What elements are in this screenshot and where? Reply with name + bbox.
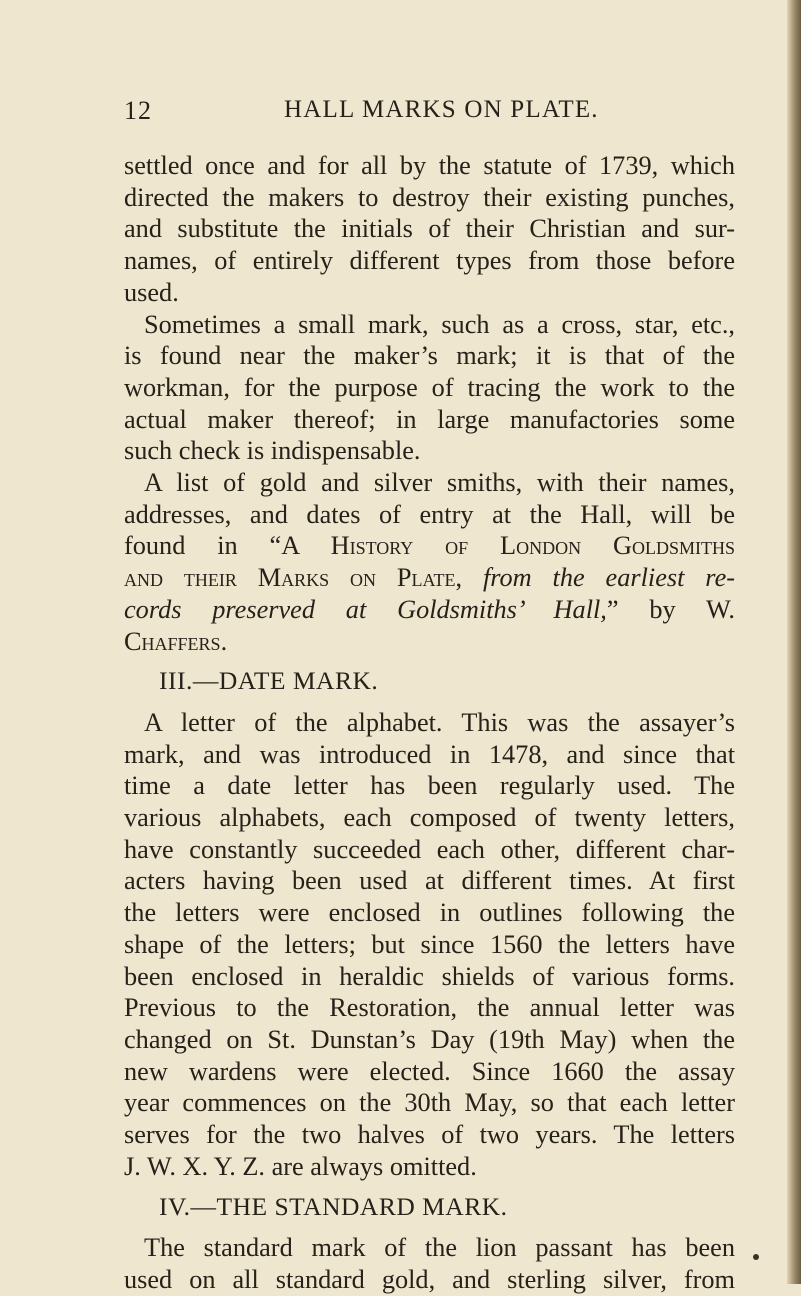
text-line: been enclosed in heraldic shields of various forms.	[124, 961, 735, 991]
author-name: Chaffers.	[124, 626, 228, 656]
text-line: shape of the letters; but since 1560 the letters have	[124, 929, 735, 959]
page-number: 12	[124, 96, 152, 125]
page-header	[124, 96, 734, 132]
running-head: HALL MARKS ON PLATE.	[284, 96, 599, 123]
text-line: directed the makers to destroy their existing punches,	[124, 182, 735, 212]
book-title: A History of London Goldsmiths	[281, 531, 735, 561]
text-line: settled once and for all by the statute of 1739, which	[124, 151, 735, 180]
text-line: Previous to the Restoration, the annual letter was	[124, 993, 735, 1023]
text-line: year commences on the 30th May, so that each letter	[124, 1088, 735, 1118]
text-line: used.	[124, 277, 179, 307]
section-heading-date-mark: III.—DATE MARK.	[159, 666, 379, 696]
text-line: changed on St. Dunstan’s Day (19th May) when the	[124, 1024, 735, 1054]
text-line: is found near the maker’s mark; it is that of the	[124, 341, 735, 371]
body-text	[124, 150, 735, 1296]
text-line: have constantly succeeded each other, different char-	[124, 834, 735, 864]
printer-mark	[753, 1254, 759, 1260]
text-fragment: found in “	[124, 531, 282, 561]
text-line	[124, 562, 735, 594]
text-line: actual maker thereof; in large manufactories some	[124, 404, 735, 434]
book-subtitle: from the earliest re-	[482, 563, 735, 593]
text-line: names, of entirely different types from those before	[124, 246, 735, 276]
text-line: the letters were enclosed in outlines following the	[124, 898, 735, 928]
text-line: and substitute the initials of their Christian and sur-	[124, 214, 735, 244]
text-line: J. W. X. Y. Z. are always omitted.	[124, 1151, 477, 1181]
text-line: Sometimes a small mark, such as a cross, star, etc.,	[144, 309, 735, 339]
text-line: acters having been used at different times. At first	[124, 866, 735, 896]
text-line: various alphabets, each composed of twenty letters,	[124, 803, 735, 833]
text-line: such check is indispensable.	[124, 436, 421, 466]
book-subtitle-cont: cords preserved at Goldsmiths’ Hall,	[124, 594, 607, 624]
text-line: serves for the two halves of two years. The letters	[124, 1120, 735, 1150]
text-line	[124, 530, 735, 562]
section-date-mark-text	[124, 707, 735, 1183]
text-line: workman, for the purpose of tracing the work to the	[124, 372, 735, 402]
text-line: time a date letter has been regularly used. The	[124, 771, 735, 801]
text-line	[124, 594, 735, 626]
text-line: A list of gold and silver smiths, with their names,	[144, 468, 735, 498]
text-line: A letter of the alphabet. This was the assayer’s	[144, 707, 735, 737]
section-heading-standard-mark: IV.—THE STANDARD MARK.	[159, 1191, 508, 1221]
book-title-cont: and their Marks on Plate,	[124, 563, 463, 593]
text-line: addresses, and dates of entry at the Hall, will be	[124, 499, 735, 529]
section-standard-mark-text	[124, 1232, 735, 1295]
text-line: used on all standard gold, and sterling silver, from	[124, 1264, 735, 1294]
text-line: new wardens were elected. Since 1660 the assay	[124, 1056, 735, 1086]
text-fragment: ” by W.	[606, 594, 736, 624]
text-line: The standard mark of the lion passant has been	[144, 1233, 735, 1263]
text-line: mark, and was introduced in 1478, and since that	[124, 739, 735, 769]
page-edge	[787, 0, 801, 1284]
